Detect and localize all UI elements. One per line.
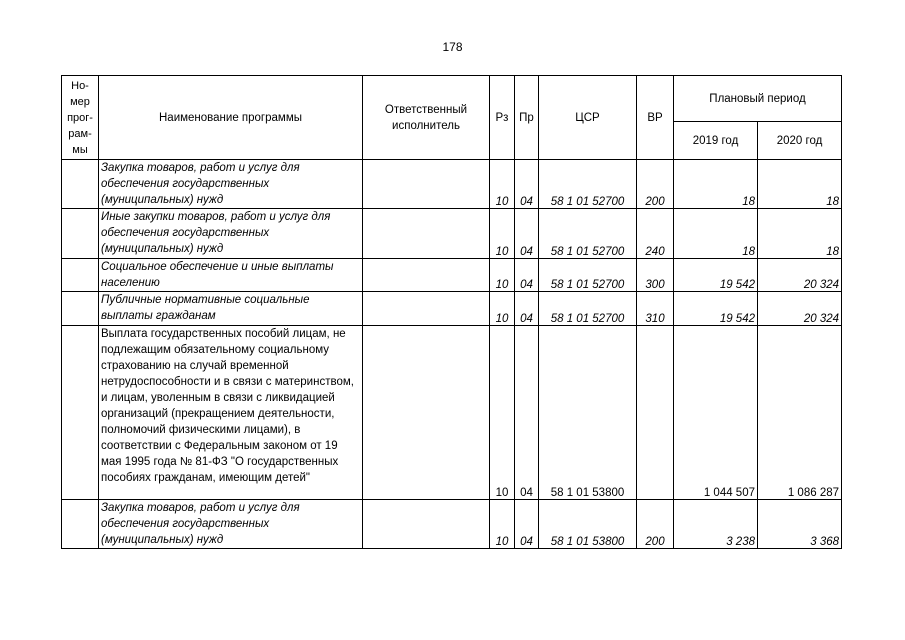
vr-cell: [637, 326, 674, 500]
pr-cell: 04: [515, 209, 539, 259]
pr-cell: 04: [515, 292, 539, 326]
rz-cell: 10: [490, 160, 515, 209]
responsible-cell: [363, 500, 490, 549]
program-number-cell: [62, 326, 99, 500]
header-program-name: Наименование программы: [99, 76, 363, 160]
rz-cell: 10: [490, 500, 515, 549]
pr-cell: 04: [515, 160, 539, 209]
amount-2019-cell: 18: [674, 160, 758, 209]
header-pr: Пр: [515, 76, 539, 160]
csr-cell: 58 1 01 53800: [539, 500, 637, 549]
amount-2019-cell: 18: [674, 209, 758, 259]
responsible-cell: [363, 209, 490, 259]
program-number-cell: [62, 500, 99, 549]
program-name-cell: Закупка товаров, работ и услуг для обеспечения государственных (муниципальных) нужд: [99, 500, 363, 549]
amount-2020-cell: 3 368: [758, 500, 842, 549]
vr-cell: 310: [637, 292, 674, 326]
vr-cell: 300: [637, 259, 674, 292]
table-row: [62, 292, 842, 326]
header-program-number: Но- мер прог- рам- мы: [62, 76, 99, 160]
header-responsible: Ответственный исполнитель: [363, 76, 490, 160]
program-name-cell: Публичные нормативные социальные выплаты гражданам: [99, 292, 363, 326]
header-year-2020: 2020 год: [758, 122, 842, 160]
pr-cell: 04: [515, 259, 539, 292]
page-number: 178: [442, 40, 463, 54]
csr-cell: 58 1 01 53800: [539, 326, 637, 500]
amount-2020-cell: 18: [758, 209, 842, 259]
table-row: [62, 160, 842, 209]
budget-table: [61, 75, 842, 549]
vr-cell: 200: [637, 160, 674, 209]
csr-cell: 58 1 01 52700: [539, 209, 637, 259]
table-row: [62, 326, 842, 500]
program-name-cell: Закупка товаров, работ и услуг для обеспечения государственных (муниципальных) нужд: [99, 160, 363, 209]
responsible-cell: [363, 292, 490, 326]
program-number-cell: [62, 259, 99, 292]
rz-cell: 10: [490, 326, 515, 500]
amount-2019-cell: 1 044 507: [674, 326, 758, 500]
amount-2019-cell: 3 238: [674, 500, 758, 549]
table-row: [62, 209, 842, 259]
csr-cell: 58 1 01 52700: [539, 292, 637, 326]
program-number-cell: [62, 209, 99, 259]
program-number-cell: [62, 292, 99, 326]
table-row: [62, 259, 842, 292]
amount-2020-cell: 20 324: [758, 259, 842, 292]
pr-cell: 04: [515, 500, 539, 549]
responsible-cell: [363, 326, 490, 500]
pr-cell: 04: [515, 326, 539, 500]
header-vr: ВР: [637, 76, 674, 160]
responsible-cell: [363, 259, 490, 292]
csr-cell: 58 1 01 52700: [539, 160, 637, 209]
amount-2019-cell: 19 542: [674, 292, 758, 326]
header-year-2019: 2019 год: [674, 122, 758, 160]
header-plan-period: Плановый период: [674, 76, 842, 122]
amount-2019-cell: 19 542: [674, 259, 758, 292]
header-rz: Рз: [490, 76, 515, 160]
table-row: [62, 500, 842, 549]
rz-cell: 10: [490, 292, 515, 326]
vr-cell: 240: [637, 209, 674, 259]
amount-2020-cell: 20 324: [758, 292, 842, 326]
program-name-cell: Социальное обеспечение и иные выплаты населению: [99, 259, 363, 292]
program-number-cell: [62, 160, 99, 209]
header-csr: ЦСР: [539, 76, 637, 160]
vr-cell: 200: [637, 500, 674, 549]
program-name-cell: Выплата государственных пособий лицам, не подлежащим обязательному социальному страхованию на случай временной нетрудоспособности и в связи с материнством, и лицам, уволенным в связи с ликвидацией организаций (прекращением деятельности, полномочий физическими лицами), в соответствии с Федеральным законом от 19 мая 1995 года № 81-ФЗ "О государственных пособиях гражданам, имеющим детей": [99, 326, 363, 500]
amount-2020-cell: 18: [758, 160, 842, 209]
rz-cell: 10: [490, 259, 515, 292]
program-name-cell: Иные закупки товаров, работ и услуг для обеспечения государственных (муниципальных) нужд: [99, 209, 363, 259]
rz-cell: 10: [490, 209, 515, 259]
responsible-cell: [363, 160, 490, 209]
amount-2020-cell: 1 086 287: [758, 326, 842, 500]
csr-cell: 58 1 01 52700: [539, 259, 637, 292]
